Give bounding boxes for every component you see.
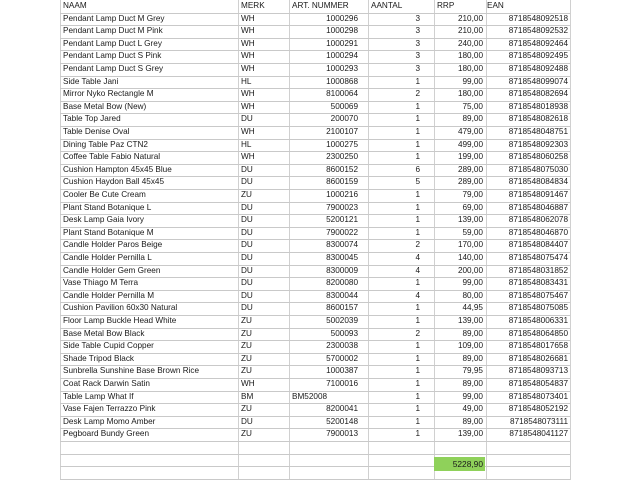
cell-merk[interactable]: WH: [241, 379, 255, 388]
cell-ean[interactable]: 8718548054837: [508, 379, 568, 388]
cell-naam[interactable]: Pendant Lamp Duct S Pink: [63, 51, 162, 61]
cell-art[interactable]: 5700002: [326, 353, 358, 363]
cell-rrp[interactable]: 139,00: [457, 429, 483, 439]
cell-rrp[interactable]: 140,00: [457, 253, 483, 262]
cell-merk[interactable]: WH: [241, 51, 255, 61]
cell-rrp[interactable]: 210,00: [457, 13, 483, 23]
cell-rrp[interactable]: 289,00: [457, 164, 483, 174]
cell-aantal[interactable]: 1: [415, 202, 420, 212]
cell-art[interactable]: 8300044: [326, 290, 358, 300]
cell-merk[interactable]: WH: [241, 101, 255, 111]
cell-art[interactable]: 5200148: [326, 416, 358, 426]
cell-naam[interactable]: Base Metal Bow (New): [63, 101, 147, 111]
cell-aantal[interactable]: 4: [415, 265, 420, 275]
cell-ean[interactable]: 8718548041127: [509, 429, 568, 439]
cell-naam[interactable]: Candle Holder Paros Beige: [63, 240, 163, 250]
cell-aantal[interactable]: 1: [415, 127, 420, 136]
cell-rrp[interactable]: 199,00: [457, 152, 483, 162]
cell-merk[interactable]: DU: [241, 278, 253, 288]
cell-art[interactable]: 5002039: [326, 316, 358, 325]
cell-merk[interactable]: ZU: [241, 190, 252, 199]
cell-art[interactable]: 8600159: [326, 177, 358, 187]
cell-ean[interactable]: 8718548092488: [508, 64, 568, 73]
cell-naam[interactable]: Cushion Pavilion 60x30 Natural: [63, 303, 178, 313]
header-naam[interactable]: NAAM: [63, 1, 87, 10]
table-row: [0, 315, 640, 328]
row-gridline: [60, 441, 570, 442]
table-row: [0, 189, 640, 202]
cell-rrp[interactable]: 99,00: [462, 76, 483, 86]
cell-merk[interactable]: WH: [241, 38, 255, 48]
cell-aantal[interactable]: 1: [415, 114, 420, 124]
cell-art[interactable]: 1000294: [326, 51, 358, 61]
cell-merk[interactable]: WH: [241, 26, 255, 36]
cell-naam[interactable]: Plant Stand Botanique L: [63, 202, 152, 212]
cell-aantal[interactable]: 1: [415, 366, 420, 376]
cell-aantal[interactable]: 1: [415, 152, 420, 162]
cell-art[interactable]: 2300250: [326, 152, 358, 162]
cell-rrp[interactable]: 79,00: [462, 190, 483, 199]
cell-aantal[interactable]: 1: [415, 379, 420, 388]
cell-naam[interactable]: Plant Stand Botanique M: [63, 227, 154, 237]
cell-ean[interactable]: 8718548046870: [508, 227, 568, 237]
cell-naam[interactable]: Cushion Hampton 45x45 Blue: [63, 164, 172, 174]
cell-ean[interactable]: 8718548075474: [508, 253, 568, 262]
cell-naam[interactable]: Coat Rack Darwin Satin: [63, 379, 150, 388]
cell-ean[interactable]: 8718548062078: [508, 215, 568, 225]
cell-naam[interactable]: Dining Table Paz CTN2: [63, 139, 148, 149]
cell-aantal[interactable]: 5: [415, 177, 420, 187]
cell-naam[interactable]: Candle Holder Pernilla L: [63, 253, 152, 262]
cell-rrp[interactable]: 240,00: [457, 38, 483, 48]
table-row: [0, 25, 640, 38]
cell-art[interactable]: 7900023: [326, 202, 358, 212]
cell-rrp[interactable]: 479,00: [457, 127, 483, 136]
cell-merk[interactable]: DU: [241, 177, 253, 187]
row-gridline: [60, 466, 570, 467]
cell-naam[interactable]: Desk Lamp Gaia Ivory: [63, 215, 144, 225]
cell-aantal[interactable]: 1: [415, 101, 420, 111]
table-row: [0, 76, 640, 89]
cell-aantal[interactable]: 1: [415, 316, 420, 325]
cell-naam[interactable]: Cooler Be Cute Cream: [63, 190, 146, 199]
table-row: [0, 365, 640, 378]
cell-ean[interactable]: 8718548073111: [510, 416, 568, 426]
cell-rrp[interactable]: 180,00: [457, 64, 483, 73]
cell-art[interactable]: 1000293: [326, 64, 358, 73]
cell-art[interactable]: 1000275: [326, 139, 358, 149]
table-row: [0, 340, 640, 353]
cell-aantal[interactable]: 4: [415, 253, 420, 262]
cell-aantal[interactable]: 1: [415, 353, 420, 363]
cell-ean[interactable]: 8718548075030: [508, 164, 568, 174]
cell-naam[interactable]: Mirror Nyko Rectangle M: [63, 89, 154, 99]
table-row: [0, 88, 640, 101]
cell-ean[interactable]: 8718548082694: [508, 89, 568, 99]
cell-art[interactable]: 5200121: [326, 215, 358, 225]
cell-aantal[interactable]: 1: [415, 303, 420, 313]
header-aantal[interactable]: AANTAL: [371, 1, 403, 10]
cell-aantal[interactable]: 1: [415, 391, 420, 401]
cell-naam[interactable]: Table Denise Oval: [63, 127, 130, 136]
cell-aantal[interactable]: 1: [415, 278, 420, 288]
cell-aantal[interactable]: 1: [415, 429, 420, 439]
cell-merk[interactable]: ZU: [241, 366, 252, 376]
table-row: [0, 13, 640, 26]
cell-merk[interactable]: DU: [241, 164, 253, 174]
cell-aantal[interactable]: 1: [415, 227, 420, 237]
cell-ean[interactable]: 8718548092464: [508, 38, 568, 48]
cell-art[interactable]: 2300038: [326, 341, 358, 351]
cell-aantal[interactable]: 1: [415, 416, 420, 426]
cell-aantal[interactable]: 2: [415, 328, 420, 338]
cell-ean[interactable]: 8718548017658: [508, 341, 568, 351]
cell-rrp[interactable]: 499,00: [457, 139, 483, 149]
cell-rrp[interactable]: 49,00: [462, 404, 483, 414]
table-row: [0, 428, 640, 441]
cell-merk[interactable]: ZU: [241, 341, 252, 351]
cell-rrp[interactable]: 109,00: [457, 341, 483, 351]
table-row: [0, 290, 640, 303]
cell-art[interactable]: 7900013: [326, 429, 358, 439]
cell-merk[interactable]: DU: [241, 240, 253, 250]
cell-ean[interactable]: 8718548031852: [508, 265, 568, 275]
cell-naam[interactable]: Vase Thiago M Terra: [63, 278, 139, 288]
cell-rrp[interactable]: 89,00: [462, 353, 483, 363]
cell-merk[interactable]: HL: [241, 76, 252, 86]
cell-art[interactable]: 8600157: [326, 303, 358, 313]
cell-naam[interactable]: Base Metal Bow Black: [63, 328, 145, 338]
cell-ean[interactable]: 8718548075467: [508, 290, 568, 300]
total-rrp-cell[interactable]: 5228,90: [434, 457, 485, 471]
cell-ean[interactable]: 8718548092495: [508, 51, 568, 61]
cell-ean[interactable]: 8718548060258: [508, 152, 568, 162]
cell-rrp[interactable]: 80,00: [462, 290, 483, 300]
cell-art[interactable]: 1000291: [326, 38, 358, 48]
cell-art[interactable]: 1000298: [326, 26, 358, 36]
cell-art[interactable]: 7100016: [326, 379, 358, 388]
cell-naam[interactable]: Vase Fajen Terrazzo Pink: [63, 404, 156, 414]
cell-aantal[interactable]: 4: [415, 290, 420, 300]
cell-merk[interactable]: ZU: [241, 429, 252, 439]
cell-rrp[interactable]: 210,00: [457, 26, 483, 36]
cell-merk[interactable]: DU: [241, 253, 253, 262]
cell-art[interactable]: 1000868: [326, 76, 358, 86]
cell-rrp[interactable]: 139,00: [457, 316, 483, 325]
cell-naam[interactable]: Side Table Cupid Copper: [63, 341, 154, 351]
cell-naam[interactable]: Sunbrella Sunshine Base Brown Rice: [63, 366, 200, 376]
table-row: [0, 50, 640, 63]
cell-art[interactable]: 8600152: [326, 164, 358, 174]
cell-ean[interactable]: 8718548064850: [508, 328, 568, 338]
table-row: [0, 202, 640, 215]
cell-naam[interactable]: Candle Holder Gem Green: [63, 265, 161, 275]
cell-merk[interactable]: ZU: [241, 328, 252, 338]
cell-art[interactable]: 8100064: [326, 89, 358, 99]
table-row: [0, 101, 640, 114]
cell-naam[interactable]: Side Table Jani: [63, 76, 119, 86]
cell-art[interactable]: 200070: [330, 114, 358, 124]
cell-aantal[interactable]: 2: [415, 240, 420, 250]
cell-merk[interactable]: DU: [241, 202, 253, 212]
cell-naam[interactable]: Table Lamp What If: [63, 391, 134, 401]
cell-art[interactable]: 2100107: [326, 127, 358, 136]
cell-art[interactable]: 8200041: [326, 404, 358, 414]
cell-rrp[interactable]: 89,00: [462, 114, 483, 124]
cell-art[interactable]: BM52008: [292, 391, 328, 401]
cell-merk[interactable]: HL: [241, 139, 252, 149]
header-row: [0, 0, 640, 13]
cell-aantal[interactable]: 3: [415, 38, 420, 48]
cell-naam[interactable]: Floor Lamp Buckle Head White: [63, 316, 177, 325]
cell-merk[interactable]: WH: [241, 127, 255, 136]
cell-art[interactable]: 500069: [330, 101, 358, 111]
cell-aantal[interactable]: 1: [415, 215, 420, 225]
cell-naam[interactable]: Shade Tripod Black: [63, 353, 135, 363]
cell-naam[interactable]: Coffee Table Fabio Natural: [63, 152, 161, 162]
cell-ean[interactable]: 8718548091467: [508, 190, 568, 199]
table-row: [0, 139, 640, 152]
table-row: [0, 252, 640, 265]
cell-merk[interactable]: DU: [241, 215, 253, 225]
cell-merk[interactable]: DU: [241, 265, 253, 275]
cell-ean[interactable]: 8718548082618: [508, 114, 568, 124]
cell-naam[interactable]: Pendant Lamp Duct M Grey: [63, 13, 165, 23]
header-art-nummer[interactable]: ART. NUMMER: [292, 1, 349, 10]
cell-ean[interactable]: 8718548092303: [508, 139, 568, 149]
cell-rrp[interactable]: 99,00: [462, 391, 483, 401]
table-row: [0, 265, 640, 278]
table-row: [0, 126, 640, 139]
cell-aantal[interactable]: 1: [415, 76, 420, 86]
cell-art[interactable]: 8300074: [326, 240, 358, 250]
cell-art[interactable]: 1000216: [326, 190, 358, 199]
table-row: [0, 227, 640, 240]
table-row: [0, 113, 640, 126]
cell-ean[interactable]: 8718548083431: [508, 278, 568, 288]
cell-rrp[interactable]: 170,00: [457, 240, 483, 250]
cell-ean[interactable]: 8718548046887: [508, 202, 568, 212]
cell-naam[interactable]: Pendant Lamp Duct L Grey: [63, 38, 162, 48]
cell-ean[interactable]: 8718548099074: [508, 76, 568, 86]
cell-aantal[interactable]: 6: [415, 164, 420, 174]
cell-aantal[interactable]: 1: [415, 190, 420, 199]
cell-naam[interactable]: Pendant Lamp Duct M Pink: [63, 26, 163, 36]
row-gridline: [60, 454, 570, 455]
table-row: [0, 353, 640, 366]
cell-art[interactable]: 8300045: [326, 253, 358, 262]
cell-merk[interactable]: BM: [241, 391, 254, 401]
cell-rrp[interactable]: 75,00: [462, 101, 483, 111]
cell-rrp[interactable]: 89,00: [462, 379, 483, 388]
table-row: [0, 239, 640, 252]
table-row: [0, 63, 640, 76]
cell-merk[interactable]: ZU: [241, 404, 252, 414]
cell-aantal[interactable]: 3: [415, 13, 420, 23]
header-rrp[interactable]: RRP: [437, 1, 455, 10]
cell-rrp[interactable]: 99,00: [462, 278, 483, 288]
table-row: [0, 403, 640, 416]
cell-merk[interactable]: ZU: [241, 316, 252, 325]
table-row: [0, 328, 640, 341]
cell-rrp[interactable]: 79,95: [462, 366, 483, 376]
table-row: [0, 277, 640, 290]
cell-merk[interactable]: ZU: [241, 353, 252, 363]
cell-merk[interactable]: DU: [241, 290, 253, 300]
cell-ean[interactable]: 8718548018938: [508, 101, 568, 111]
cell-aantal[interactable]: 1: [415, 404, 420, 414]
cell-ean[interactable]: 8718548084834: [508, 177, 568, 187]
cell-rrp[interactable]: 139,00: [457, 215, 483, 225]
table-row: [0, 302, 640, 315]
cell-rrp[interactable]: 44,95: [462, 303, 483, 313]
cell-aantal[interactable]: 3: [415, 26, 420, 36]
cell-ean[interactable]: 8718548048751: [508, 127, 568, 136]
cell-rrp[interactable]: 89,00: [462, 416, 483, 426]
cell-naam[interactable]: Candle Holder Pernilla M: [63, 290, 155, 300]
table-row: [0, 391, 640, 404]
cell-ean[interactable]: 8718548073401: [508, 391, 568, 401]
cell-naam[interactable]: Cushion Haydon Ball 45x45: [63, 177, 165, 187]
cell-merk[interactable]: DU: [241, 303, 253, 313]
cell-art[interactable]: 1000296: [326, 13, 358, 23]
cell-merk[interactable]: DU: [241, 416, 253, 426]
cell-ean[interactable]: 8718548075085: [508, 303, 568, 313]
cell-naam[interactable]: Pegboard Bundy Green: [63, 429, 150, 439]
cell-ean[interactable]: 8718548092518: [508, 13, 568, 23]
cell-art[interactable]: 500093: [330, 328, 358, 338]
cell-art[interactable]: 8200080: [326, 278, 358, 288]
cell-ean[interactable]: 8718548084407: [508, 240, 568, 250]
cell-aantal[interactable]: 2: [415, 89, 420, 99]
cell-ean[interactable]: 8718548026681: [508, 353, 568, 363]
table-row: [0, 151, 640, 164]
cell-rrp[interactable]: 289,00: [457, 177, 483, 187]
cell-rrp[interactable]: 59,00: [462, 227, 483, 237]
table-row: [0, 214, 640, 227]
cell-merk[interactable]: WH: [241, 152, 255, 162]
table-row: [0, 164, 640, 177]
cell-art[interactable]: 7900022: [326, 227, 358, 237]
cell-merk[interactable]: DU: [241, 114, 253, 124]
cell-rrp[interactable]: 200,00: [457, 265, 483, 275]
cell-rrp[interactable]: 69,00: [462, 202, 483, 212]
cell-merk[interactable]: DU: [241, 227, 253, 237]
cell-rrp[interactable]: 89,00: [462, 328, 483, 338]
cell-rrp[interactable]: 180,00: [457, 51, 483, 61]
table-row: [0, 416, 640, 429]
cell-merk[interactable]: WH: [241, 64, 255, 73]
header-ean[interactable]: EAN: [487, 1, 504, 10]
table-row: [0, 38, 640, 51]
cell-naam[interactable]: Table Top Jared: [63, 114, 121, 124]
cell-aantal[interactable]: 3: [415, 51, 420, 61]
cell-aantal[interactable]: 1: [415, 341, 420, 351]
table-row: [0, 176, 640, 189]
header-merk[interactable]: MERK: [241, 1, 265, 10]
cell-naam[interactable]: Pendant Lamp Duct S Grey: [63, 64, 164, 73]
cell-aantal[interactable]: 3: [415, 64, 420, 73]
cell-ean[interactable]: 8718548052192: [508, 404, 568, 414]
table-row: [0, 378, 640, 391]
cell-ean[interactable]: 8718548006331: [508, 316, 568, 325]
cell-merk[interactable]: WH: [241, 89, 255, 99]
cell-rrp[interactable]: 180,00: [457, 89, 483, 99]
cell-merk[interactable]: WH: [241, 13, 255, 23]
cell-art[interactable]: 8300009: [326, 265, 358, 275]
cell-naam[interactable]: Desk Lamp Momo Amber: [63, 416, 156, 426]
cell-art[interactable]: 1000387: [326, 366, 358, 376]
cell-ean[interactable]: 8718548093713: [508, 366, 568, 376]
cell-aantal[interactable]: 1: [415, 139, 420, 149]
cell-ean[interactable]: 8718548092532: [508, 26, 568, 36]
